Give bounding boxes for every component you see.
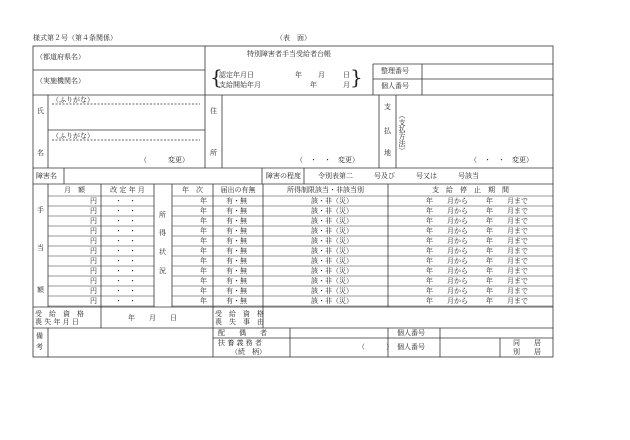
payment-char-1: 支 xyxy=(384,103,391,111)
stop-from-cell: 年 月から xyxy=(426,247,468,255)
remarks-char-2: 考 xyxy=(36,343,43,351)
year-cell: 年 xyxy=(200,297,207,305)
income-cell: 該・非（災） xyxy=(311,227,353,235)
spouse-personal-number-label: 個人番号 xyxy=(397,329,425,337)
address-char-1: 住 xyxy=(210,107,217,115)
lost-date-label-2: 喪 失 年 月 日 xyxy=(35,318,79,326)
stop-to-cell: 年 月まで xyxy=(486,207,528,215)
cohabit-label: 同 居 xyxy=(513,339,541,347)
stop-from-cell: 年 月から xyxy=(426,257,468,265)
allowance-char-3: 額 xyxy=(37,286,44,294)
payment-method-label: （支払方法） xyxy=(398,112,406,154)
report-cell: 有・無 xyxy=(226,227,247,235)
relation-paren: （ ） xyxy=(358,343,393,351)
income-cell: 該・非（災） xyxy=(311,267,353,275)
income-cell: 該・非（災） xyxy=(311,237,353,245)
cert-month-unit: 月 xyxy=(318,71,325,79)
year-header: 年 次 xyxy=(182,186,203,194)
income-cell: 該・非（災） xyxy=(311,287,353,295)
year-cell: 年 xyxy=(200,197,207,205)
address-change-note: （ ・ ・ 変更） xyxy=(296,156,359,164)
income-cell: 該・非（災） xyxy=(311,277,353,285)
cert-date-label: 認定年月日 xyxy=(219,71,254,79)
stop-from-cell: 年 月から xyxy=(426,207,468,215)
cert-year-unit: 年 xyxy=(295,71,302,79)
report-cell: 有・無 xyxy=(226,197,247,205)
amount-yen-cell: 円 xyxy=(90,257,97,265)
personal-number-label: 個人番号 xyxy=(381,82,409,90)
revision-header: 改 定 年 月 xyxy=(110,186,145,194)
name-char-1: 氏 xyxy=(37,107,44,115)
stop-from-cell: 年 月から xyxy=(426,277,468,285)
stop-from-cell: 年 月から xyxy=(426,227,468,235)
stop-from-cell: 年 月から xyxy=(426,217,468,225)
amount-yen-cell: 円 xyxy=(90,207,97,215)
stop-to-cell: 年 月まで xyxy=(486,237,528,245)
date-bracket-left: { xyxy=(210,65,223,89)
income-status-char-4: 況 xyxy=(159,267,166,275)
report-header: 届出の有無 xyxy=(220,186,256,194)
spouse-label: 配 偶 者 xyxy=(218,329,267,337)
amount-yen-cell: 円 xyxy=(90,237,97,245)
stop-to-cell: 年 月まで xyxy=(486,277,528,285)
start-year-unit: 年 xyxy=(310,81,317,89)
report-cell: 有・無 xyxy=(226,277,247,285)
year-cell: 年 xyxy=(200,247,207,255)
revision-date-cell: ・ ・ xyxy=(115,257,136,265)
stop-to-cell: 年 月まで xyxy=(486,227,528,235)
amount-yen-cell: 円 xyxy=(90,217,97,225)
address-char-2: 所 xyxy=(210,149,217,157)
revision-date-cell: ・ ・ xyxy=(115,227,136,235)
amount-yen-cell: 円 xyxy=(90,277,97,285)
cert-day-unit: 日 xyxy=(343,71,350,79)
revision-date-cell: ・ ・ xyxy=(115,247,136,255)
disability-name-label: 障害名 xyxy=(36,172,57,180)
amount-yen-cell: 円 xyxy=(90,197,97,205)
amount-yen-cell: 円 xyxy=(90,227,97,235)
stop-from-cell: 年 月から xyxy=(426,287,468,295)
stop-to-cell: 年 月まで xyxy=(486,197,528,205)
amount-yen-cell: 円 xyxy=(90,297,97,305)
allowance-char-1: 手 xyxy=(37,206,44,214)
revision-date-cell: ・ ・ xyxy=(115,197,136,205)
stop-from-cell: 年 月から xyxy=(426,237,468,245)
revision-date-cell: ・ ・ xyxy=(115,267,136,275)
report-cell: 有・無 xyxy=(226,267,247,275)
revision-date-cell: ・ ・ xyxy=(115,287,136,295)
year-cell: 年 xyxy=(200,287,207,295)
disability-degree-label: 障害の程度 xyxy=(266,172,301,180)
income-header: 所得制限該当・非該当別 xyxy=(287,186,364,194)
obligor-personal-number-label: 個人番号 xyxy=(397,343,425,351)
year-cell: 年 xyxy=(200,237,207,245)
year-cell: 年 xyxy=(200,227,207,235)
allowance-char-2: 当 xyxy=(37,244,44,252)
relation-label: （続 柄） xyxy=(231,348,266,356)
year-cell: 年 xyxy=(200,277,207,285)
payment-change-note: （ ・ ・ 変更） xyxy=(470,156,533,164)
revision-date-cell: ・ ・ xyxy=(115,277,136,285)
lost-date-label-1: 受 給 資 格 xyxy=(35,310,84,318)
start-month-unit: 月 xyxy=(343,81,350,89)
year-cell: 年 xyxy=(200,267,207,275)
revision-date-cell: ・ ・ xyxy=(115,237,136,245)
report-cell: 有・無 xyxy=(226,207,247,215)
name-char-2: 名 xyxy=(37,149,44,157)
year-cell: 年 xyxy=(200,217,207,225)
report-cell: 有・無 xyxy=(226,287,247,295)
income-cell: 該・非（災） xyxy=(311,257,353,265)
lost-reason-label-2: 喪 失 事 由 xyxy=(215,318,264,326)
stop-to-cell: 年 月まで xyxy=(486,287,528,295)
furigana-label-1: （ふりがな） xyxy=(52,96,94,104)
report-cell: 有・無 xyxy=(226,237,247,245)
stop-to-cell: 年 月まで xyxy=(486,247,528,255)
stop-to-cell: 年 月まで xyxy=(486,257,528,265)
income-cell: 該・非（災） xyxy=(311,217,353,225)
payment-char-2: 払 xyxy=(384,127,391,135)
income-cell: 該・非（災） xyxy=(311,247,353,255)
income-status-char-1: 所 xyxy=(159,211,166,219)
name-change-note: （ 変更） xyxy=(140,156,189,164)
payment-char-3: 地 xyxy=(384,149,391,157)
lost-reason-label-1: 受 給 資 格 xyxy=(215,310,264,318)
income-cell: 該・非（災） xyxy=(311,297,353,305)
amount-header: 月 額 xyxy=(64,186,85,194)
disability-degree-text: 令別表第二 号及び 号又は 号該当 xyxy=(318,172,479,180)
revision-date-cell: ・ ・ xyxy=(115,297,136,305)
stop-period-header: 支 給 停 止 期 間 xyxy=(432,186,509,194)
start-date-label: 支給開始年月 xyxy=(219,81,261,89)
income-status-char-3: 状 xyxy=(159,248,166,256)
separate-label: 別 居 xyxy=(513,348,541,356)
form-number: 様式第２号（第４条関係） xyxy=(33,34,117,42)
stop-to-cell: 年 月まで xyxy=(486,297,528,305)
prefecture-label: （都道府県名） xyxy=(36,53,85,61)
remarks-char-1: 備 xyxy=(36,332,43,340)
stop-from-cell: 年 月から xyxy=(426,197,468,205)
agency-label: （実施機関名） xyxy=(36,77,85,85)
stop-from-cell: 年 月から xyxy=(426,297,468,305)
income-cell: 該・非（災） xyxy=(311,207,353,215)
income-cell: 該・非（災） xyxy=(311,197,353,205)
ref-number-label: 整理番号 xyxy=(381,67,409,75)
furigana-label-2: （ふりがな） xyxy=(52,132,94,140)
form-side-label: （表 面） xyxy=(276,34,311,42)
income-status-char-2: 得 xyxy=(159,229,166,237)
stop-to-cell: 年 月まで xyxy=(486,217,528,225)
revision-date-cell: ・ ・ xyxy=(115,207,136,215)
report-cell: 有・無 xyxy=(226,247,247,255)
stop-to-cell: 年 月まで xyxy=(486,267,528,275)
year-cell: 年 xyxy=(200,207,207,215)
report-cell: 有・無 xyxy=(226,217,247,225)
support-obligor-label: 扶 養 義 務 者 xyxy=(218,339,262,347)
stop-from-cell: 年 月から xyxy=(426,267,468,275)
year-cell: 年 xyxy=(200,257,207,265)
report-cell: 有・無 xyxy=(226,257,247,265)
amount-yen-cell: 円 xyxy=(90,267,97,275)
report-cell: 有・無 xyxy=(226,297,247,305)
amount-yen-cell: 円 xyxy=(90,287,97,295)
lost-date-value: 年 月 日 xyxy=(128,314,177,322)
date-bracket-right: } xyxy=(350,65,363,89)
revision-date-cell: ・ ・ xyxy=(115,217,136,225)
amount-yen-cell: 円 xyxy=(90,247,97,255)
ledger-title: 特別障害者手当受給者台帳 xyxy=(247,50,331,58)
